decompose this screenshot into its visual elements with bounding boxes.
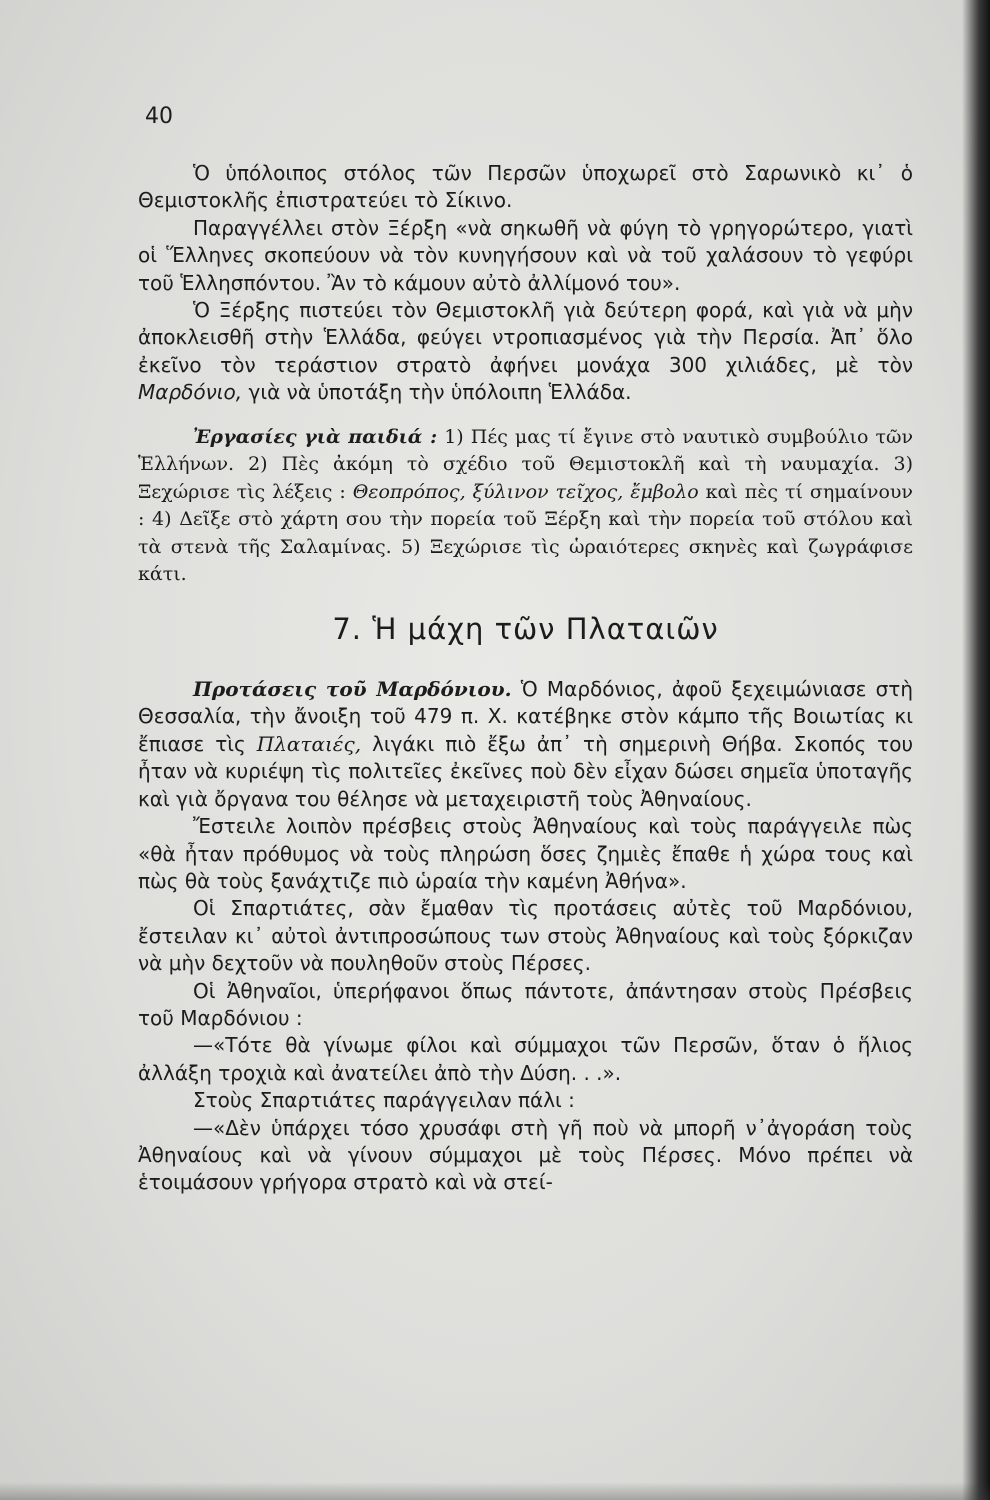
paragraph-mardonius-proposals — [138, 676, 913, 813]
paragraph-message: Παραγγέλλει στὸν Ξέρξη «νὰ σηκωθῆ νὰ φύγη τὸ γρηγορώτερο, γιατὶ οἱ Ἕλληνες σκοπεύουν νὰ τὸν κυνηγήσουν καὶ νὰ τοῦ χαλάσουν τὸ γεφύρι τοῦ Ἑλλησπόντου. Ἂν τὸ κάμουν αὐτὸ ἀλλίμονό του». — [138, 215, 913, 295]
page-edge-shadow — [962, 0, 990, 1500]
exercises-block — [138, 424, 913, 589]
paragraph-xerxes — [138, 297, 913, 407]
page-number: 40 — [145, 104, 173, 129]
exercises-text: 1) Πές μας τί ἔγινε στὸ ναυτικὸ συμβούλιο τῶν Ἑλλήνων. 2) Πὲς ἀκόμη τὸ σχέδιο τοῦ Θεμιστοκλῆ καὶ τὴ ναυμαχία. 3) Ξεχώρισε τὶς λέξεις : — [138, 425, 914, 503]
mardonius-name: Μαρδόνιο, — [138, 380, 243, 405]
subsection-heading: Προτάσεις τοῦ Μαρδόνιου. — [193, 677, 512, 702]
paragraph-to-spartans: Στοὺς Σπαρτιάτες παράγγειλαν πάλι : — [193, 1088, 575, 1113]
paragraph-athenians-reply: Οἱ Ἀθηναῖοι, ὑπερήφανοι ὅπως πάντοτε, ἀπάντησαν στοὺς Πρέσβεις τοῦ Μαρδόνιου : — [138, 978, 913, 1030]
paragraph-fleet: Ὁ ὑπόλοιπος στόλος τῶν Περσῶν ὑποχωρεῖ στὸ Σαρωνικὸ κι᾽ ὁ Θεμιστοκλῆς ἐπιστρατεύει τὸ Σίκινο. — [138, 161, 913, 213]
paragraph-quote-gold: —«Δὲν ὑπάρχει τόσο χρυσάφι στὴ γῆ ποὺ νὰ μπορῆ ν᾽ἀγοράση τοὺς Ἀθηναίους καὶ νὰ γίνουν σύμμαχοι μὲ τοὺς Πέρσες. Μόνο πρέπει νὰ ἑτοιμάσουν γρήγορα στρατὸ καὶ νὰ στεί- — [138, 1115, 913, 1195]
page-bottom-shadow — [0, 1482, 990, 1500]
exercises-heading: Ἐργασίες γιὰ παιδιά : — [193, 425, 438, 448]
paragraph-spartans: Οἱ Σπαρτιάτες, σὰν ἔμαθαν τὶς προτάσεις αὐτὲς τοῦ Μαρδόνιου, ἔστειλαν κι᾽ αὐτοὶ ἀντιπροσώπους των στοὺς Ἀθηναίους καὶ τοὺς ξόρκιζαν νὰ μὴν δεχτοῦν νὰ πουληθοῦν στοὺς Πέρσες. — [138, 896, 913, 976]
exercises-text: καὶ πὲς τί σημαίνουν : 4) Δεῖξε στὸ χάρτη σου τὴν πορεία τοῦ Ξέρξη καὶ τὴν πορεία τοῦ στόλου καὶ τὰ στενὰ τῆς Σαλαμίνας. 5) Ξεχώρισε τὶς ὡραιότερες σκηνὲς καὶ ζωγράφισε κάτι. — [138, 480, 913, 586]
paragraph-text: Ὁ Ξέρξης πιστεύει τὸν Θεμιστοκλῆ γιὰ δεύτερη φορά, καὶ γιὰ νὰ μὴν ἀποκλεισθῆ στὴν Ἑλλάδα, φεύγει ντροπιασμένος γιὰ τὴν Περσία. Ἀπ᾽ ὅλο ἐκεῖνο τὸν τεράστιον στρατὸ ἀφήνει μονάχα 300 χιλιάδες, μὲ τὸν — [138, 298, 913, 377]
paragraph-text: γιὰ νὰ ὑποτάξη τὴν ὑπόλοιπη Ἑλλάδα. — [248, 380, 632, 405]
paragraph-quote-sun: —«Τότε θὰ γίνωμε φίλοι καὶ σύμμαχοι τῶν Περσῶν, ὅταν ὁ ἥλιος ἀλλάξη τροχιὰ καὶ ἀνατείλει ἀπὸ τὴν Δύση. . .». — [138, 1033, 913, 1085]
exercise-terms: Θεοπρόπος, ξύλινον τεῖχος, ἔμβολο — [352, 480, 699, 503]
paragraph-text: λιγάκι πιὸ ἔξω ἀπ᾽ τὴ σημερινὴ Θήβα. Σκοπός του ἦταν νὰ κυριέψη τὶς πολιτεῖες ἐκεῖνες ποὺ δὲν εἶχαν δώσει σημεῖα ὑποταγῆς καὶ γιὰ ὄργανα του θέλησε νὰ μεταχειριστῆ τοὺς Ἀθηναίους. — [138, 731, 914, 811]
paragraph-envoys: Ἔστειλε λοιπὸν πρέσβεις στοὺς Ἀθηναίους καὶ τοὺς παράγγειλε πὼς «θὰ ἦταν πρόθυμος νὰ τοὺς πληρώση ὅσες ζημιὲς ἔπαθε ἡ χώρα τους καὶ πὼς θὰ τοὺς ξανάχτιζε πιὸ ὡραία τὴν καμένη Ἀθήνα». — [138, 814, 913, 893]
body-text — [138, 160, 913, 1197]
paragraph-text: Ὁ Μαρδόνιος, ἀφοῦ ξεχειμώνιασε στὴ Θεσσαλία, τὴν ἄνοιξη τοῦ 479 π. Χ. κατέβηκε στὸν κάμπο τῆς Βοιωτίας κι ἔπιασε τὶς — [138, 677, 913, 756]
section-title: 7. Ἡ μάχη τῶν Πλαταιῶν — [332, 611, 719, 646]
plataea-name: Πλαταιές, — [256, 731, 362, 756]
